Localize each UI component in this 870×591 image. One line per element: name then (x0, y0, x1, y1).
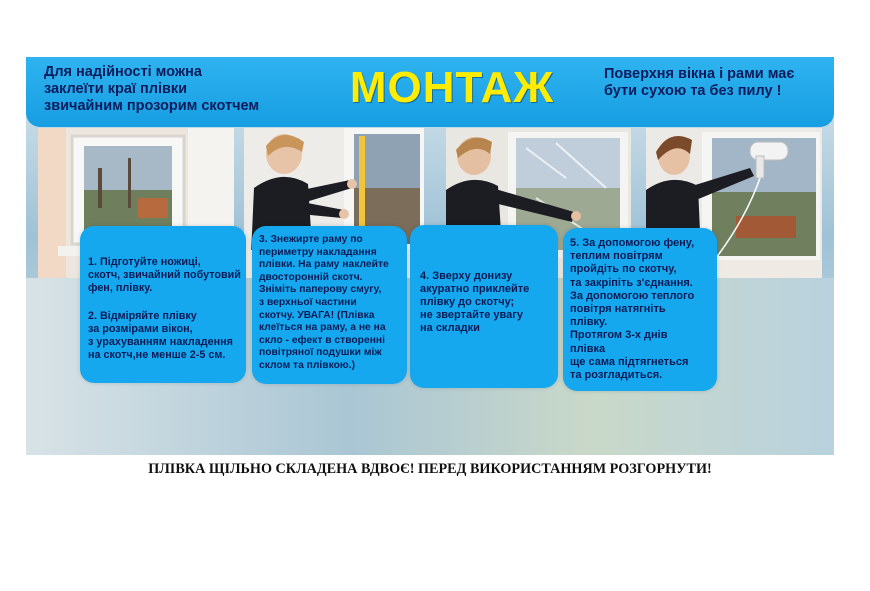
step-3-text: 3. Знежирте раму по периметру накладання плівки. На раму наклейте двосторонній скотч. Зніміть паперову смугу, з верхньої частини скотчу. УВАГА! (Плівка клеїться на раму, а не на скло - ефект в створенні повітряної подушки між склом та плівкою.) (259, 234, 389, 371)
footer-warning: ПЛІВКА ЩІЛЬНО СКЛАДЕНА ВДВОЄ! ПЕРЕД ВИКОРИСТАННЯМ РОЗГОРНУТИ! (148, 461, 712, 477)
step-card-3 (252, 226, 407, 384)
header-left-note: Для надійності можна заклеїти краї плівки звичайним прозорим скотчем (44, 64, 260, 114)
header-right-note: Поверхня вікна і рами має бути сухою та без пилу ! (604, 66, 795, 99)
poster-title: МОНТАЖ (349, 63, 555, 112)
header-banner (26, 57, 834, 127)
step-4-text: 4. Зверху донизу акуратно приклейте плівку до скотчу; не звертайте увагу на складки (420, 270, 530, 334)
step-card-1-2 (80, 226, 246, 383)
step-card-5 (563, 228, 717, 391)
step-1-text: 1. Підготуйте ножиці, скотч, звичайний побутовий фен, плівку. (88, 256, 241, 294)
step-card-4 (410, 225, 558, 388)
step-5-text: 5. За допомогою фену, теплим повітрям пройдіть по скотчу, та закріпіть з'єднання. За допомогою теплого повітря натягніть плівку. Протягом 3-х днів плівка ще сама підтягнеться та розгладиться. (570, 237, 695, 382)
step-2-text: 2. Відміряйте плівку за розмірами вікон, з урахуванням накладення на скотч,не менше 2-5 см. (88, 310, 233, 361)
